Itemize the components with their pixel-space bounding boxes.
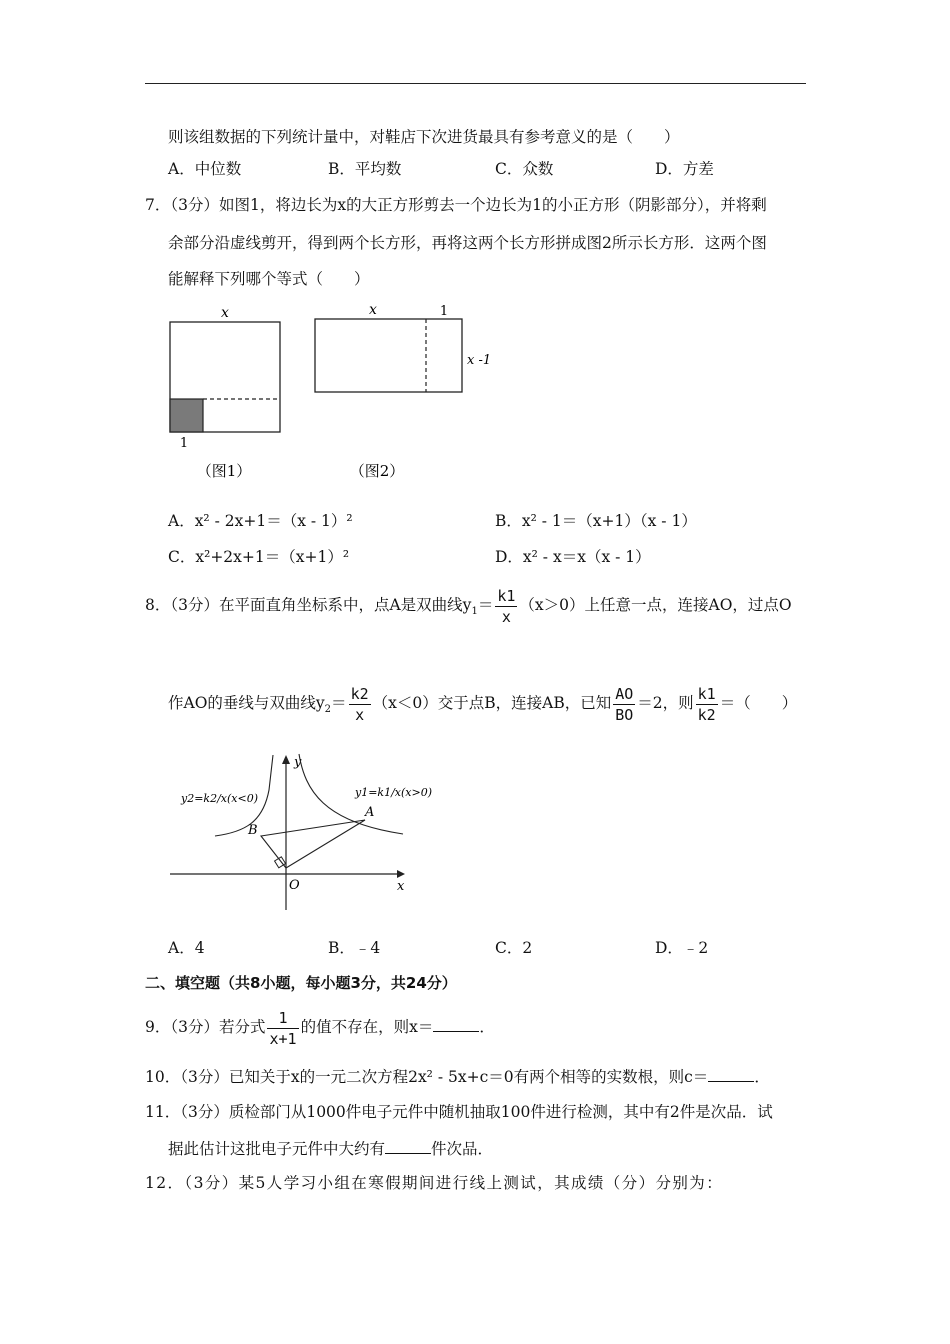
fig1-bottom-label: 1 xyxy=(179,436,189,451)
q8-graph xyxy=(165,750,465,915)
fig1-shaded-square xyxy=(170,399,203,432)
q8-sub1: 1 xyxy=(471,606,478,617)
q9-answer-blank[interactable] xyxy=(433,1017,479,1032)
q7-figures xyxy=(160,300,520,490)
q11-line1: 11．（3分）质检部门从1000件电子元件中随机抽取100件进行检测，其中有2件是次品．试 xyxy=(145,1103,773,1121)
fig1-caption: （图1） xyxy=(196,462,252,480)
fig1-top-label: x xyxy=(221,305,229,321)
frac-num: k1 xyxy=(497,586,516,605)
q12-line1: 12．（3分）某5人学习小组在寒假期间进行线上测试，其成绩（分）分别为： xyxy=(145,1174,724,1192)
triangle-abo xyxy=(261,820,365,868)
y-axis-arrow xyxy=(282,755,290,764)
q9-line xyxy=(145,1006,495,1049)
curve-right-label: y1=k1/x(x>0) xyxy=(355,786,433,799)
q7-option-c[interactable]: C．x²+2x+1＝（x+1）² xyxy=(168,548,350,566)
frac-den: x+1 xyxy=(269,1029,297,1048)
fig2-caption: （图2） xyxy=(349,462,405,480)
q8-option-b[interactable]: B．﹣4 xyxy=(328,939,381,957)
q8-part2-b: （x＜0）交于点B，连接AB，已知 xyxy=(372,694,612,712)
frac-num: 1 xyxy=(267,1008,298,1029)
q7-option-d[interactable]: D．x² - x＝x（x - 1） xyxy=(495,548,651,566)
q7-option-b[interactable]: B．x² - 1＝（x+1）（x - 1） xyxy=(495,512,697,530)
origin-label: O xyxy=(289,878,300,893)
q6-option-c[interactable]: C．众数 xyxy=(495,160,554,178)
frac-den: x xyxy=(355,705,365,724)
q9-c: ． xyxy=(479,1018,495,1036)
q10-answer-blank[interactable] xyxy=(708,1067,754,1082)
y-axis-label: y xyxy=(294,755,302,770)
q8-frac-k1-k2 xyxy=(696,684,718,725)
q9-fraction xyxy=(267,1008,298,1049)
header-rule xyxy=(145,83,806,84)
x-axis-arrow xyxy=(397,870,405,878)
frac-num: AO xyxy=(615,684,634,703)
q8-option-c[interactable]: C．2 xyxy=(495,939,533,957)
q8-line2 xyxy=(168,682,797,727)
q8-part2-a: 作AO的垂线与双曲线y xyxy=(168,694,325,712)
x-axis-label: x xyxy=(397,879,405,894)
fig2-top-label-left: x xyxy=(369,302,377,318)
frac-den: BO xyxy=(615,705,634,724)
fig2-side-label: x -1 xyxy=(467,353,492,368)
q8-eq2: ＝ xyxy=(331,694,347,712)
q8-option-a[interactable]: A．4 xyxy=(168,939,205,957)
q6-option-b[interactable]: B．平均数 xyxy=(328,160,402,178)
q8-frac-k2-x xyxy=(349,684,371,725)
q11-answer-blank[interactable] xyxy=(385,1139,431,1154)
q11-line2 xyxy=(168,1138,493,1160)
q10-a: 10．（3分）已知关于x的一元二次方程2x² - 5x+c＝0有两个相等的实数根，则c＝ xyxy=(145,1068,709,1086)
q10-b: ． xyxy=(754,1068,770,1086)
q7-line3: 能解释下列哪个等式（ ） xyxy=(168,270,370,288)
q8-option-d[interactable]: D．﹣2 xyxy=(655,939,709,957)
q6-option-d[interactable]: D．方差 xyxy=(655,160,714,178)
q10-line xyxy=(145,1066,770,1088)
q11-line2a: 据此估计这批电子元件中大约有 xyxy=(168,1140,386,1158)
q7-option-a[interactable]: A．x² - 2x+1＝（x - 1）² xyxy=(168,512,353,530)
q8-eq1: ＝ xyxy=(477,596,494,614)
q6-stem: 则该组数据的下列统计量中，对鞋店下次进货最具有参考意义的是（ ） xyxy=(168,128,680,146)
curve-left-label: y2=k2/x(x<0) xyxy=(181,792,259,805)
frac-den: k2 xyxy=(697,705,716,724)
fig2-top-label-right: 1 xyxy=(439,304,449,319)
q7-line2: 余部分沿虚线剪开，得到两个长方形，再将这两个长方形拼成图2所示长方形．这两个图 xyxy=(168,234,767,252)
point-a-label: A xyxy=(365,805,375,820)
q8-sub2: 2 xyxy=(324,704,332,715)
q8-frac-ao-bo xyxy=(613,684,635,725)
q8-part1-b: （x＞0）上任意一点，连接AO，过点O xyxy=(519,596,792,614)
q8-part1-a: 8．（3分）在平面直角坐标系中，点A是双曲线y xyxy=(145,596,472,614)
q9-a: 9．（3分）若分式 xyxy=(145,1018,266,1036)
q7-line1: 7．（3分）如图1，将边长为x的大正方形剪去一个边长为1的小正方形（阴影部分），并将剩 xyxy=(145,196,767,214)
q8-line1 xyxy=(145,584,792,629)
point-b-label: B xyxy=(248,823,258,838)
frac-num: k2 xyxy=(350,684,369,703)
section-title: 二、填空题（共8小题，每小题3分，共24分） xyxy=(145,974,457,992)
fig2-rectangle xyxy=(315,319,462,392)
q8-part2-d: ＝（ ） xyxy=(719,694,798,712)
frac-den: x xyxy=(501,607,511,626)
q11-line2b: 件次品． xyxy=(431,1140,494,1158)
q8-part2-c: ＝2，则 xyxy=(637,694,694,712)
frac-num: k1 xyxy=(697,684,716,703)
q9-b: 的值不存在，则x＝ xyxy=(300,1018,434,1036)
q6-option-a[interactable]: A．中位数 xyxy=(168,160,242,178)
q8-frac-k1-x xyxy=(495,586,517,627)
